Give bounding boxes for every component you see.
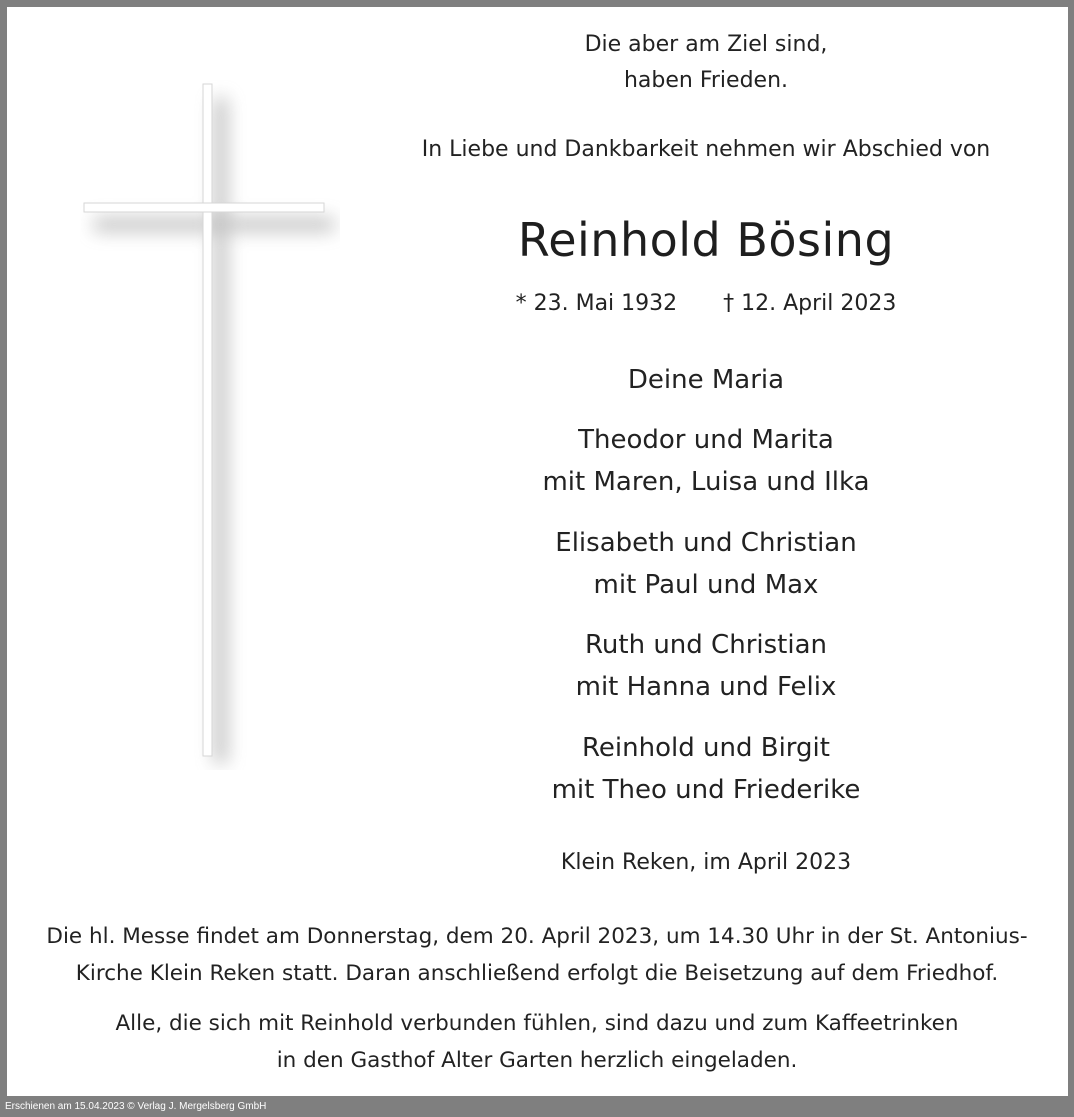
birth-date: * 23. Mai 1932 xyxy=(515,291,678,316)
invitation xyxy=(0,1005,1074,1079)
notice-line: Kirche Klein Reken statt. Daran anschließend erfolgt die Beisetzung auf dem Friedhof. xyxy=(75,961,999,986)
deceased-name: Reinhold Bösing xyxy=(517,213,895,267)
mourner-line: Reinhold und Birgit xyxy=(582,733,830,763)
invitation-line: Alle, die sich mit Reinhold verbunden fühlen, sind dazu und zum Kaffeetrinken xyxy=(115,1011,959,1036)
mourner-line: Elisabeth und Christian xyxy=(555,528,857,558)
mourner-group xyxy=(340,359,1072,401)
mourner-group xyxy=(340,624,1072,708)
mourner-group xyxy=(340,727,1072,811)
mourner-line: mit Hanna und Felix xyxy=(575,672,837,702)
mourner-line: mit Maren, Luisa und Ilka xyxy=(542,467,870,497)
invitation-line: in den Gasthof Alter Garten herzlich eingeladen. xyxy=(276,1048,798,1073)
intro-text: In Liebe und Dankbarkeit nehmen wir Abschied von xyxy=(421,137,991,162)
mourner-group xyxy=(340,419,1072,503)
mourner-line: mit Theo und Friederike xyxy=(551,775,861,805)
mourner-line: Theodor und Marita xyxy=(578,425,834,455)
life-dates xyxy=(340,291,1072,316)
death-date: † 12. April 2023 xyxy=(723,291,897,316)
service-notice xyxy=(0,918,1074,992)
verse-line: Die aber am Ziel sind, xyxy=(584,32,828,57)
verse xyxy=(340,27,1072,99)
mourner-line: mit Paul und Max xyxy=(593,570,819,600)
verse-line: haben Frieden. xyxy=(623,68,789,93)
mourner-line: Deine Maria xyxy=(627,365,785,395)
mourner-line: Ruth und Christian xyxy=(585,630,827,660)
place-date: Klein Reken, im April 2023 xyxy=(560,850,852,875)
mourner-group xyxy=(340,522,1072,606)
notice-line: Die hl. Messe findet am Donnerstag, dem 20. April 2023, um 14.30 Uhr in der St. Antonius- xyxy=(46,924,1028,949)
publication-footer: Erschienen am 15.04.2023 © Verlag J. Mergelsberg GmbH xyxy=(5,1101,267,1112)
cross-icon xyxy=(80,80,340,770)
